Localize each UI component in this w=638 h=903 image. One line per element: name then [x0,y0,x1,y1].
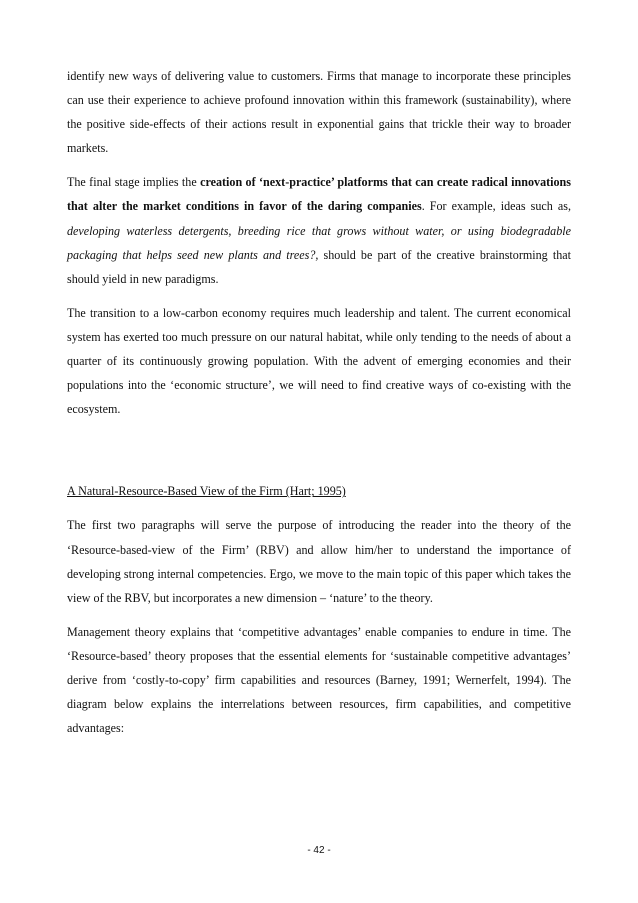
section-heading: A Natural-Resource-Based View of the Firm (Hart; 1995) [67,484,346,499]
paragraph-low-carbon: The transition to a low-carbon economy requires much leadership and talent. The current economical system has exerted too much pressure on our natural habitat, while only tending to the needs of about a quarter of its continuously growing population. With the advent of emerging economies and their populations into the ‘economic structure’, we will need to find creative ways of co-existing with the ecosystem. [67,305,571,417]
page-number: - 42 - [307,845,331,856]
paragraph-next-practice-end: should be part of the creative brainstorming that should yield in new paradigms. [67,247,571,286]
paragraph-next-practice [67,170,571,290]
section-spacer [67,421,571,479]
paragraph-next-practice-italic: developing waterless detergents, breeding rice that grows without water, or using biodegradable packaging that helps seed new plants and trees?, [67,223,571,262]
paragraph-next-practice-bold: creation of ‘next-practice’ platforms that can create radical innovations that alter the market conditions in favor of the daring companies [67,175,571,214]
paragraph-next-practice-middle: . For example, ideas such as, [421,199,572,214]
paragraph-management-theory: Management theory explains that ‘competitive advantages’ enable companies to endure in time. The ‘Resource-based’ theory proposes that the essential elements for ‘sustainable competitive advantages’ derive from ‘costly-to-copy’ firm capabilities and resources (Barney, 1991; Wernerfelt, 1994). The diagram below explains the interrelations between resources, firm capabilities, and competitive advantages: [67,624,571,736]
page-body [67,64,571,740]
paragraph-value-delivery: identify new ways of delivering value to customers. Firms that manage to incorporate these principles can use their experience to achieve profound innovation within this framework (sustainability), where the positive side-effects of their actions result in exponential gains that trickle their way to broader markets. [67,69,571,156]
paragraph-rbv-intro: The first two paragraphs will serve the purpose of introducing the reader into the theory of the ‘Resource-based-view of the Firm’ (RBV) and allow him/her to understand the importance of developing strong internal competencies. Ergo, we move to the main topic of this paper which takes the view of the RBV, but incorporates a new dimension – ‘nature’ to the theory. [67,518,571,605]
paragraph-next-practice-lead: The final stage implies the [67,175,201,190]
